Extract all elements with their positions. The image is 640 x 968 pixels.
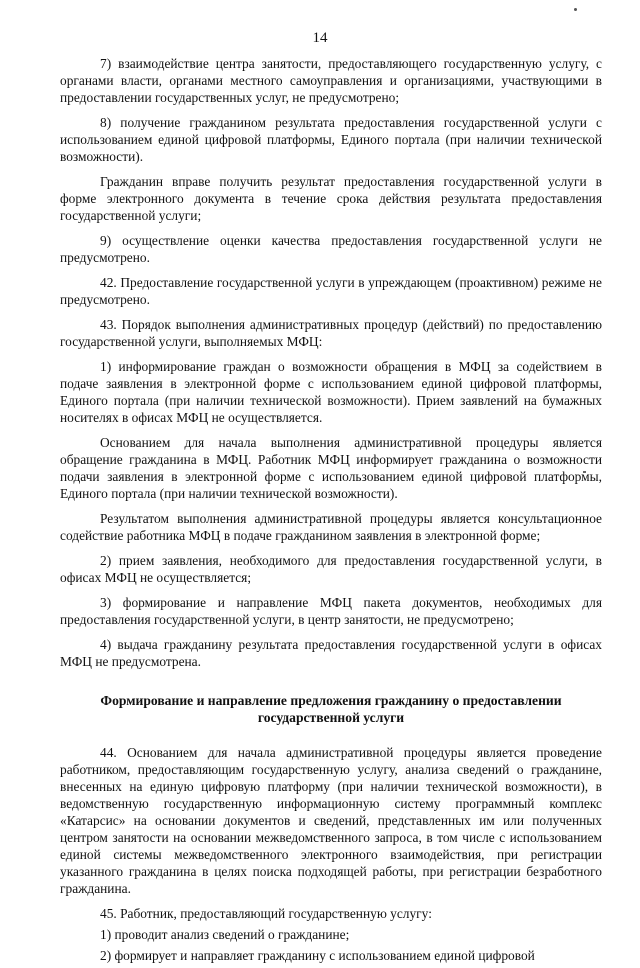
paragraph: 1) информирование граждан о возможности обращения в МФЦ за содействием в подаче заявления в электронной форме с использованием единой цифровой платформы, Единого портала (при наличии технической возможности). Прием заявлений на бумажных носителях в офисах МФЦ не осуществляется.: [60, 359, 602, 425]
paragraph: 4) выдача гражданину результата предоставления государственной услуги в офисах МФЦ не предусмотрена.: [60, 637, 602, 669]
paragraph: 44. Основанием для начала административной процедуры является проведение работником, предоставляющим государственную услугу, анализа сведений о гражданине, внесенных на единую цифровую платформу (при наличии технической возможности), в ведомственную государственную информационную систему программный комплекс «Катарсис» на основании документов и сведений, представленных им или полученных центром занятости на основании межведомственного запроса, в том числе с использованием единой системы межведомственного электронного взаимодействия, при регистрации указанного гражданина в целях поиска подходящей работы, при регистрации безработного гражданина.: [60, 745, 602, 896]
paragraph: Результатом выполнения административной процедуры является консультационное содействие работника МФЦ в подаче гражданином заявления в электронной форме;: [60, 511, 602, 543]
paragraph: 8) получение гражданином результата предоставления государственной услуги с использованием единой цифровой платформы, Единого портала (при наличии технической возможности).: [60, 115, 602, 164]
paragraph: 45. Работник, предоставляющий государственную услугу:: [100, 906, 432, 921]
document-body: [60, 55, 602, 968]
paragraph: 42. Предоставление государственной услуги в упреждающем (проактивном) режиме не предусмотрено.: [60, 275, 602, 307]
section-heading: [60, 692, 602, 726]
paragraph: Гражданин вправе получить результат предоставления государственной услуги в форме электронного документа в течение срока действия результата предоставления государственной услуги;: [60, 174, 602, 223]
paragraph: 3) формирование и направление МФЦ пакета документов, необходимых для предоставления государственной услуги, в центр занятости, не предусмотрено;: [60, 595, 602, 627]
paragraph: 2) прием заявления, необходимого для предоставления государственной услуги, в офисах МФЦ не осуществляется;: [60, 553, 602, 585]
paragraph: 2) формирует и направляет гражданину с использованием единой цифровой: [100, 948, 535, 963]
paragraph: 1) проводит анализ сведений о гражданине;: [100, 927, 350, 942]
paragraph: 7) взаимодействие центра занятости, предоставляющего государственную услугу, с органами власти, органами местного самоуправления и организациями, участвующими в предоставлении государственных услуг, не предусмотрено;: [60, 56, 602, 105]
scan-speck: [574, 8, 577, 11]
section-heading-line: государственной услуги: [257, 710, 405, 725]
paragraph: Основанием для начала выполнения административной процедуры является обращение гражданина в МФЦ. Работник МФЦ информирует гражданина о возможности подачи заявления в электронной форме с использованием единой цифровой платформы, Единого портала (при наличии технической возможности).: [60, 435, 602, 501]
paragraph: 43. Порядок выполнения административных процедур (действий) по предоставлению государственной услуги, выполняемых МФЦ:: [60, 317, 602, 349]
paragraph: 9) осуществление оценки качества предоставления государственной услуги не предусмотрено.: [60, 233, 602, 265]
section-heading-line: Формирование и направление предложения гражданину о предоставлении: [100, 693, 562, 708]
page-number: 14: [312, 30, 328, 46]
